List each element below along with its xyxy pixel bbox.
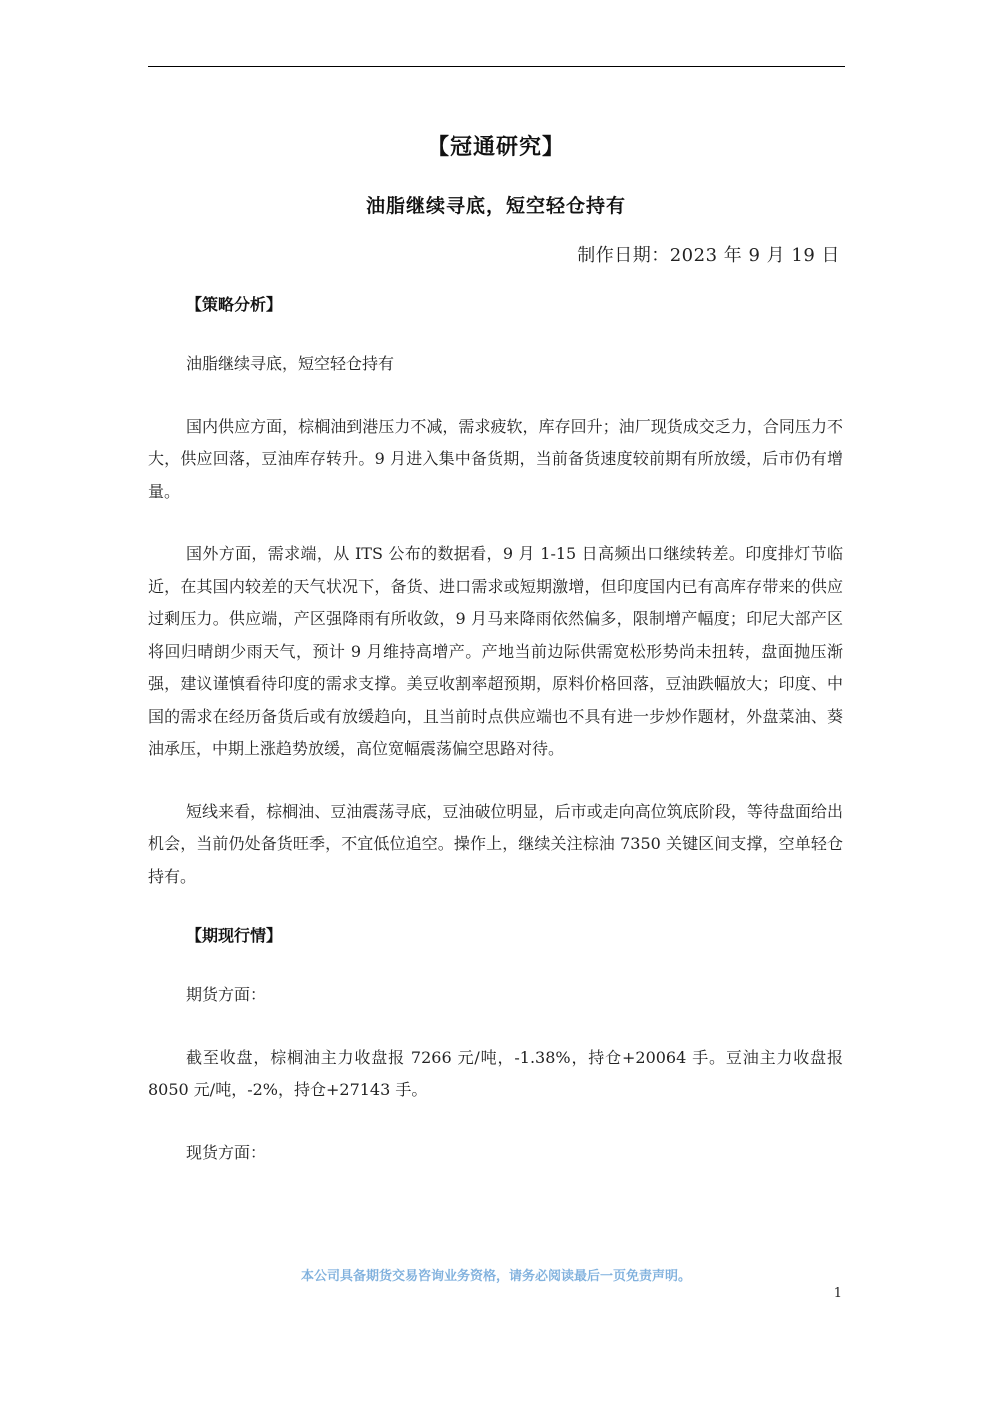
- spot-label: 现货方面：: [186, 1142, 267, 1162]
- header-rule: [148, 66, 845, 67]
- report-date: 制作日期：2023 年 9 月 19 日: [577, 245, 840, 266]
- section-heading-market: 【期现行情】: [186, 926, 283, 945]
- overseas-paragraph: 国外方面，需求端，从 ITS 公布的数据看，9 月 1-15 日高频出口继续转差。印度排灯节临近，在其国内较差的天气状况下，备货、进口需求或短期激增，但印度国内已有高库存带来的供应过剩压力。供应端，产区强降雨有所收敛，9 月马来降雨依然偏多，限制增产幅度；印尼大部产区将回归晴朗少雨天气，预计 9 月维持高增产。产地当前边际供需宽松形势尚未扭转，盘面抛压渐强，建议谨慎看待印度的需求支撑。美豆收割率超预期，原料价格回落，豆油跌幅放大；印度、中国的需求在经历备货后或有放缓趋向，且当前时点供应端也不具有进一步炒作题材，外盘菜油、葵油承压，中期上涨趋势放缓，高位宽幅震荡偏空思路对待。: [148, 544, 843, 758]
- short-term-paragraph: 短线来看，棕榈油、豆油震荡寻底，豆油破位明显，后市或走向高位筑底阶段，等待盘面给出机会，当前仍处备货旺季，不宜低位追空。操作上，继续关注棕油 7350 关键区间支撑，空单轻仓持有。: [148, 801, 843, 886]
- domestic-supply-paragraph: 国内供应方面，棕榈油到港压力不减，需求疲软，库存回升；油厂现货成交乏力，合同压力不大，供应回落，豆油库存转升。9 月进入集中备货期，当前备货速度较前期有所放缓，后市仍有增量。: [148, 416, 843, 501]
- page-number: 1: [833, 1286, 842, 1301]
- futures-label: 期货方面：: [186, 985, 267, 1004]
- report-title: 油脂继续寻底，短空轻仓持有: [365, 195, 626, 217]
- footer-disclaimer: 本公司具备期货交易咨询业务资格，请务必阅读最后一页免责声明。: [300, 1269, 691, 1284]
- futures-paragraph: 截至收盘，棕榈油主力收盘报 7266 元/吨，-1.38%，持仓+20064 手。豆油主力收盘报 8050 元/吨，-2%，持仓+27143 手。: [148, 1047, 843, 1099]
- strategy-summary: 油脂继续寻底，短空轻仓持有: [186, 354, 395, 373]
- report-body: [148, 292, 843, 1169]
- brand-heading: 【冠通研究】: [426, 135, 565, 160]
- section-heading-strategy: 【策略分析】: [186, 295, 283, 314]
